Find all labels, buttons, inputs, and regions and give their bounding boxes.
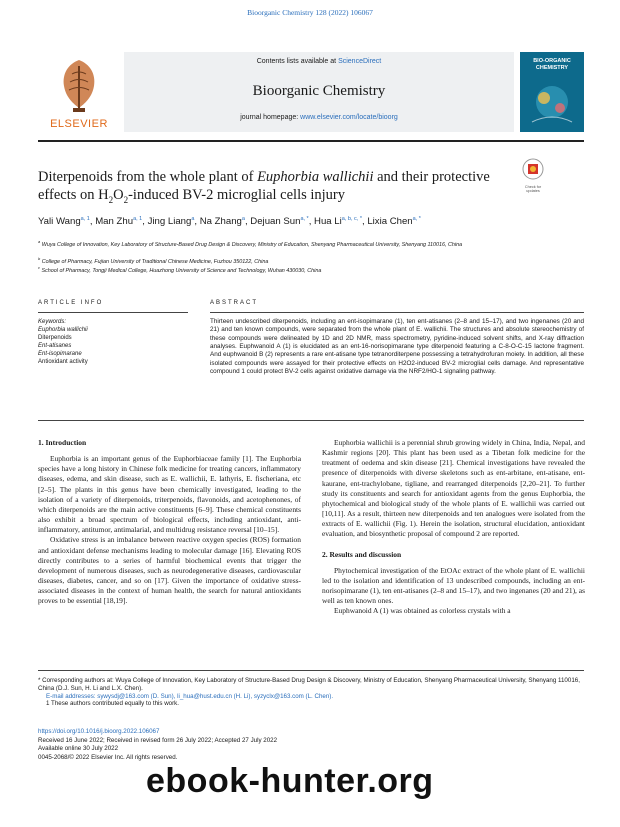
author: Man Zhu$^{a, 1}$ — [95, 216, 143, 228]
abstract-rule — [210, 312, 584, 313]
publication-info — [38, 728, 338, 762]
check-updates-label: Check for updates — [524, 185, 542, 193]
body-paragraph: Euphorbia wallichii is a perennial shrub growing widely in China, India, Nepal, and Kashmir regions [20]. This plant has been used as a Tibetan folk medicine for the treatment of oedema and skin disease [21]. Chemical investigations have revealed the presence of diterpenoids with diverse skeletons such as ent-arbitane, ent-atisane, ent-kaurane, ent-trachylobane, tigliane, and rearranged diterpenoids [2,20–21]. To further study its constituents and search for antioxidant agents from the genus Euphorbia, the phytochemical and biological study of the whole plants of E. wallichii was carried out [10,11]. As a result, thirteen new diterpenoids and ten analogues were isolated from the extracts of E. wallichii (Fig. 1). Herein the isolation, structural elucidation, antioxidant evaluation, and biosynthetic proposal of compound 2 are reported. — [322, 438, 585, 539]
keyword: Ent-isopimarane — [38, 351, 82, 357]
author: Na Zhang$^a$ — [199, 216, 245, 228]
watermark-text: ebook-hunter.org — [146, 762, 434, 800]
copyright: 0045-2068/© 2022 Elsevier Inc. All rights reserved. — [38, 753, 178, 761]
affiliation-b: $^b$ College of Pharmacy, Fujian University of Traditional Chinese Medicine, Fuzhou 350122, China — [38, 256, 269, 265]
check-updates-icon — [520, 158, 546, 180]
footnotes — [38, 677, 584, 708]
abstract-text: Thirteen undescribed diterpenoids, including an ent-isopimarane (1), ten ent-atisanes (2–8 and 15–17), and two ingenanes (20 and 21) and ten known compounds, were separated from the whole plant of E. wallichii. The structures and absolute stereochemistry of these compounds were delineated by 1D and 2D NMR, mass spectrometry, pyridine-induced solvent shifts, and X-ray diffraction analyses. Euphwanoid A (1) is elucidated as an ent-16-norisopimarane type diterpenoid featuring a C-8-O-C-15 lactone fragment. And euphwanoid B (2) represents a rare ent-atisane type tetranorditerpene possessing a tetrahydrofuran moiety. In addition, all these isolated compounds were assayed for their protective effects on H2O2-induced BV-2 microglial cells damage. And representative compound 1 could protect BV-2 cells against oxidative damage via the NRF2/HO-1 signaling pathway. — [210, 318, 584, 376]
running-header[interactable]: Bioorganic Chemistry 128 (2022) 106067 — [247, 8, 373, 17]
keyword: Ent-atisanes — [38, 343, 72, 349]
intro-paragraph: Euphorbia is an important genus of the Euphorbiaceae family [1]. The Euphorbia species have a long history in Chinese folk medicine for treating cancers, inflammatory diseases, edema, and skin disease, such as E. wallichii, E. lathyris, E. fischeriana, etc [2–5]. The plants in this genus have been chemically investigated, leading to the isolation of a variety of diterpenoids, triterpenoids, flavonoids, and acetophenones, of which diterpenoids are the main active constituents [6–9]. These chemical constituents also exhibit a broad spectrum of biological effects, including antioxidant, anti-inflammatory, antitumor, antimalarial, and multidrug resistance reversal [10–15]. — [38, 454, 301, 535]
journal-header — [38, 52, 584, 132]
affiliation-a: $^a$ Wuya College of Innovation, Key Laboratory of Structure-Based Drug Design & Discovery, Ministry of Education, Shenyang Pharmaceutical University, Shenyang 110016, China — [38, 239, 463, 248]
info-rule — [38, 312, 188, 313]
masthead-box — [124, 52, 514, 132]
results-paragraph: Euphwanoid A (1) was obtained as colorless crystals with a — [334, 606, 511, 616]
introduction-heading: 1. Introduction — [38, 438, 87, 447]
footnote-rule — [38, 670, 584, 671]
left-column — [38, 438, 301, 607]
author: Lixia Chen$^{a, *}$ — [367, 216, 421, 228]
article-info-heading: ARTICLE INFO — [38, 300, 104, 306]
keywords-block — [38, 318, 188, 366]
article-title: Diterpenoids from the whole plant of Euphorbia wallichii and their protective effects on $H_2O_2$-induced BV-2 microglial cells injury — [38, 169, 490, 205]
author: Jing Liang$^a$ — [147, 216, 195, 228]
elsevier-logo[interactable] — [38, 52, 120, 132]
doi-link[interactable]: https://doi.org/10.1016/j.bioorg.2022.106067 — [38, 728, 160, 735]
homepage-line — [124, 114, 514, 121]
publisher-name: ELSEVIER — [50, 118, 108, 130]
keyword: Antioxidant activity — [38, 359, 88, 365]
homepage-prefix: journal homepage: — [240, 114, 301, 121]
journal-cover[interactable] — [520, 52, 584, 132]
author: Yali Wang$^{a, 1}$ — [38, 216, 90, 228]
equal-contribution-note: 1 These authors contributed equally to this work. — [46, 700, 179, 708]
keywords-label: Keywords: — [38, 319, 67, 325]
author: Dejuan Sun$^{a, *}$ — [250, 216, 309, 228]
cover-title: BIO-ORGANIC CHEMISTRY — [533, 58, 571, 71]
keyword: Diterpenoids — [38, 335, 72, 341]
available-online: Available online 30 July 2022 — [38, 745, 119, 753]
abstract-heading: ABSTRACT — [210, 300, 259, 306]
header-rule — [38, 140, 584, 142]
affiliation-c: $^c$ School of Pharmacy, Tongji Medical College, Huazhong University of Science and Technology, Wuhan 430030, China — [38, 265, 322, 274]
abstract-bottom-rule — [38, 420, 584, 421]
author: Hua $Li^{a, b, c, *}$ — [314, 216, 362, 228]
intro-paragraph: Oxidative stress is an imbalance between reactive oxygen species (ROS) formation and antioxidant defense mechanisms leading to molecular damage [16]. Elevating ROS directly contributes to a series of harmful biochemical events that trigger the development of numerous diseases, such as neurodegenerative diseases, cardiovascular diseases, diabetes, cancer, and so on [17]. Given the importance of oxidative stress-associated diseases in the context of human health, the search for natural antioxidants proves to be essential [18,19]. — [38, 535, 301, 606]
contents-line — [124, 58, 514, 65]
received-dates: Received 16 June 2022; Received in revised form 26 July 2022; Accepted 27 July 2022 — [38, 736, 278, 744]
sciencedirect-link[interactable]: ScienceDirect — [338, 58, 382, 65]
right-column — [322, 438, 585, 617]
results-heading: 2. Results and discussion — [322, 549, 402, 559]
results-paragraph: Phytochemical investigation of the EtOAc extract of the whole plant of E. wallichii led to the isolation and identification of 13 undescribed compounds, including an ent-norisopimarane (1), ten ent-atisanes (2–8 and 15–17), and two ingenanes (20 and 21), as well as ten known ones. — [322, 565, 585, 606]
check-for-updates-badge[interactable] — [520, 158, 546, 193]
corresponding-author-note: * Corresponding authors at: Wuya College of Innovation, Key Laboratory of Structure-Based Drug Design & Discovery, Ministry of Education, Shenyang Pharmaceutical University, Shenyang 110016, China (D.J. Sun, H. Li and L.X. Chen). — [38, 677, 580, 692]
author-list: Yali Wang$^{a, 1}$, Man Zhu$^{a, 1}$, Jing Liang$^a$, Na Zhang$^a$, Dejuan Sun$^{a, *}$, Hua $Li^{a, b, c, *}$, Lixia Chen$^{a, *}$ — [38, 216, 421, 228]
homepage-link[interactable]: www.elsevier.com/locate/bioorg — [300, 114, 398, 121]
keyword: Euphorbia wallichii — [38, 327, 88, 333]
journal-name: Bioorganic Chemistry — [252, 83, 386, 99]
contents-prefix: Contents lists available at — [256, 58, 339, 65]
email-addresses[interactable]: E-mail addresses: sywysdj@163.com (D. Sun), li_hua@hust.edu.cn (H. Li), syzyclx@163.com (L. Chen). — [46, 692, 334, 700]
